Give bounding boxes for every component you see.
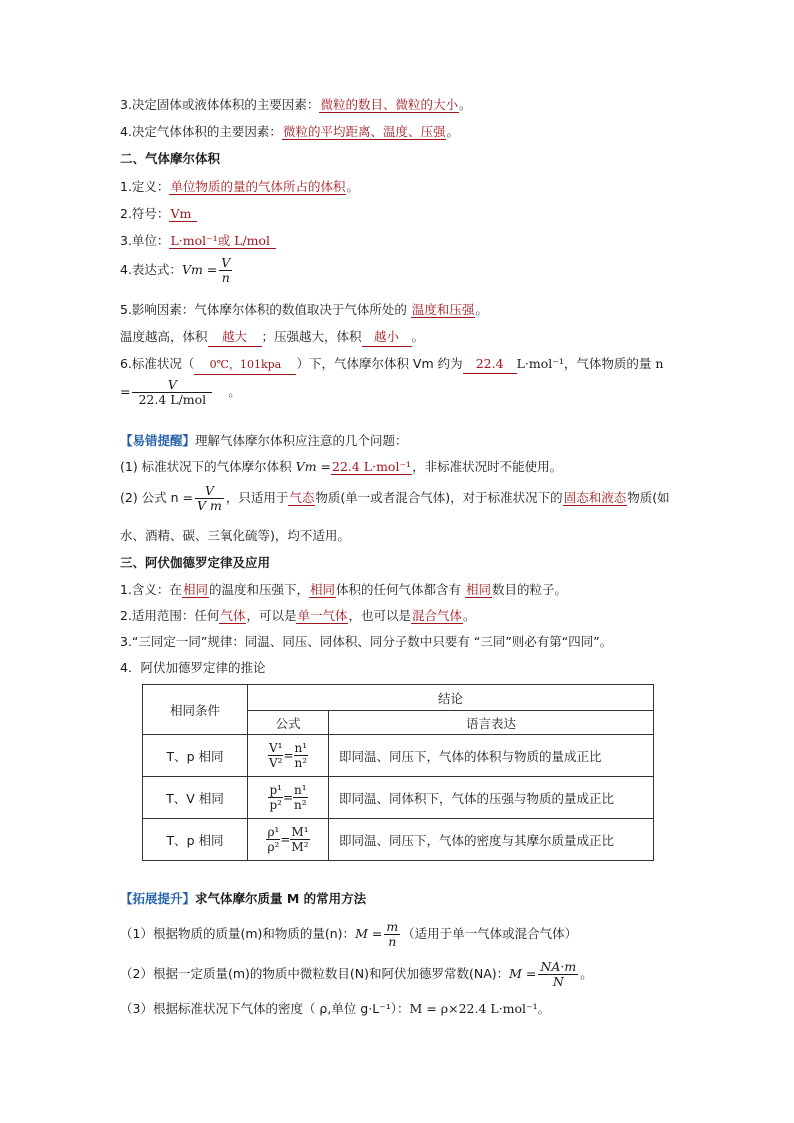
method-1-lhs: M = <box>355 926 383 941</box>
method-1-text: （1）根据物质的质量(m)和物质的量(n)： <box>120 926 356 941</box>
av1-answer-1: 相同 <box>182 582 208 597</box>
av1-text-c: 的温度和压强下， <box>208 582 309 597</box>
av2-answer-2: 单一气体 <box>297 608 348 623</box>
avogadro-1 <box>120 581 567 599</box>
tip-2-answer-gas: 气态 <box>289 490 315 505</box>
temp-answer-volume: 越大 <box>208 328 262 347</box>
symbol-answer: Vm <box>169 206 197 222</box>
temperature-pressure <box>120 328 424 347</box>
unit-label: 3.单位： <box>120 233 170 248</box>
header-condition: 相同条件 <box>143 685 248 735</box>
av1-answer-2: 相同 <box>309 582 335 597</box>
temp-suffix: 。 <box>411 329 425 344</box>
definition-answer: 单位物质的量的气体所占的体积 <box>170 179 346 194</box>
temp-text-c: ；压强越大，体积 <box>261 329 362 344</box>
temp-text-a: 温度越高，体积 <box>120 329 208 344</box>
expression <box>120 256 234 285</box>
tip-1-answer: 22.4 L·mol⁻¹ <box>332 459 412 474</box>
header-language: 语言表达 <box>329 711 654 735</box>
header-formula: 公式 <box>248 711 329 735</box>
point-3-answer: 微粒的数目、微粒的大小 <box>320 97 458 112</box>
av1-text-e: 体积的任何气体都含有 <box>335 582 461 597</box>
tip-text: 理解气体摩尔体积应注意的几个问题： <box>195 433 408 448</box>
header-conclusion: 结论 <box>248 685 654 711</box>
std-fraction-numerator: V <box>132 378 212 393</box>
influence-answer: 温度和压强 <box>411 302 475 317</box>
std-answer-condition: 0℃，101kpa <box>194 356 296 375</box>
method-1-fraction <box>384 920 400 949</box>
method-2-text: （2）根据一定质量(m)的物质中微粒数目(N)和阿伏加德罗常数(NA)： <box>120 966 510 981</box>
extension-heading <box>120 890 366 908</box>
definition-suffix: 。 <box>346 179 359 194</box>
avogadro-4: 4．阿伏加德罗定律的推论 <box>120 660 266 675</box>
point-4-suffix: 。 <box>446 124 459 139</box>
method-3-formula: M = ρ×22.4 L·mol⁻¹ <box>409 1001 538 1016</box>
method-3 <box>120 1000 550 1018</box>
method-2-fraction <box>538 960 578 989</box>
tip-1-formula: Vm = <box>295 459 331 474</box>
unit-answer: L·mol⁻¹或 L/mol <box>169 233 276 249</box>
avogadro-2 <box>120 607 476 625</box>
tip-heading <box>120 432 408 450</box>
influence-suffix: 。 <box>475 302 488 317</box>
formula-numerator-right: n¹ <box>294 741 308 755</box>
method-1-denominator: n <box>388 934 397 949</box>
tip-2-prefix: (2) 公式 n = <box>120 490 194 505</box>
expression-fraction <box>219 256 232 285</box>
method-2-suffix: 。 <box>580 966 593 981</box>
tip-2-denominator: V m <box>197 498 222 513</box>
expression-lhs: Vm = <box>181 262 218 277</box>
extension-text: 求气体摩尔质量 M 的常用方法 <box>195 891 367 906</box>
fraction-numerator: V <box>221 255 231 270</box>
std-text-c: ）下，气体摩尔体积 Vm 约为 <box>296 356 463 371</box>
influence-factors <box>120 301 488 319</box>
method-2 <box>120 960 593 989</box>
av2-answer-3: 混合气体 <box>412 608 463 623</box>
row-formula: $\frac{\text{ρ¹}}{\text{ρ²}}$ = $\frac{\text{M¹}}{\text{M²}}$ <box>248 819 329 861</box>
avogadro-inference-table <box>142 684 654 861</box>
tip-tag: 【易错提醒】 <box>120 433 196 448</box>
tip-2-text-f: 物质(如 <box>627 490 670 505</box>
av2-text-a: 2.适用范围：任何 <box>120 608 220 623</box>
unit <box>120 232 276 250</box>
method-2-numerator: NA·m <box>540 959 577 974</box>
av1-text-g: 数目的粒子。 <box>492 582 568 597</box>
section-3-heading: 三、阿伏伽德罗定律及应用 <box>120 555 271 570</box>
std-fraction-denominator: 22.4 L/mol <box>138 392 207 407</box>
std-answer-volume: 22.4 <box>463 355 517 374</box>
formula-denominator-left: V² <box>268 756 283 770</box>
formula-numerator-left: V¹ <box>268 741 283 755</box>
method-1 <box>120 920 577 949</box>
av2-text-g: 。 <box>463 608 476 623</box>
method-2-lhs: M = <box>509 966 537 981</box>
fraction-denominator: n <box>221 270 230 285</box>
formula-denominator-right: n² <box>294 756 308 770</box>
av2-answer-1: 气体 <box>220 608 246 623</box>
influence-text: 5.影响因素：气体摩尔体积的数值取决于气体所处的 <box>120 302 407 317</box>
std-text-e: L·mol⁻¹，气体物质的量 n <box>516 356 664 371</box>
tip-1-suffix: ，非标准状况时不能使用。 <box>412 459 563 474</box>
row-formula: $\frac{\text{p¹}}{\text{p²}}$ = $\frac{\text{n¹}}{\text{n²}}$ <box>248 777 329 819</box>
table-row <box>143 777 654 819</box>
method-1-numerator: m <box>386 919 399 934</box>
row-language: 即同温、同压下，气体的密度与其摩尔质量成正比 <box>329 819 654 861</box>
point-3-suffix: 。 <box>458 97 472 112</box>
tip-2-answer-solid-liquid: 固态和液态 <box>563 490 627 505</box>
definition <box>120 178 359 196</box>
formula-numerator-right: n¹ <box>294 783 307 797</box>
tip-2-text-d: 物质(单一或者混合气体)，对于标准状况下的 <box>315 490 563 505</box>
row-language: 即同温、同体积下，气体的压强与物质的量成正比 <box>329 777 654 819</box>
row-condition: T、V 相同 <box>143 777 248 819</box>
method-3-text: （3）根据标准状况下气体的密度（ ρ,单位 g·L⁻¹）： <box>120 1001 410 1016</box>
formula-denominator-right: M² <box>291 840 309 854</box>
point-4 <box>120 123 459 141</box>
av1-answer-3: 相同 <box>465 582 491 597</box>
formula-numerator-left: ρ¹ <box>267 825 280 839</box>
std-text-a: 6.标准状况（ <box>120 356 195 371</box>
standard-fraction <box>120 378 241 407</box>
avogadro-3: 3.“三同定一同”规律：同温、同压、同体积、同分子数中只要有 “三同”则必有第“四同”。 <box>120 634 613 649</box>
tip-2-fraction <box>195 484 224 513</box>
tip-1-text: (1) 标准状况下的气体摩尔体积 <box>120 459 292 474</box>
point-4-answer: 微粒的平均距离、温度、压强 <box>282 124 446 139</box>
point-3 <box>120 96 471 114</box>
formula-numerator-right: M¹ <box>291 825 309 839</box>
point-3-text: 3.决定固体或液体体积的主要因素： <box>120 97 320 112</box>
formula-denominator-left: p² <box>269 798 282 812</box>
pressure-answer-volume: 越小 <box>362 328 412 347</box>
tip-2-continued: 水、酒精、碳、三氧化硫等)，均不适用。 <box>120 528 350 543</box>
tip-2-numerator: V <box>195 484 224 499</box>
method-3-suffix: 。 <box>537 1001 551 1016</box>
row-condition: T、p 相同 <box>143 819 248 861</box>
row-language: 即同温、同压下，气体的体积与物质的量成正比 <box>329 735 654 777</box>
formula-numerator-left: p¹ <box>269 783 282 797</box>
row-formula: $\frac{\text{V¹}}{\text{V²}}$ = $\frac{\text{n¹}}{\text{n²}}$ <box>248 735 329 777</box>
av1-text-a: 1.含义：在 <box>120 582 182 597</box>
definition-label: 1.定义： <box>120 179 170 194</box>
tip-2 <box>120 484 670 513</box>
method-1-note: （适用于单一气体或混合气体） <box>402 926 578 941</box>
av2-text-c: ，可以是 <box>246 608 297 623</box>
tip-2-text-b: ，只适用于 <box>225 490 289 505</box>
formula-denominator-left: ρ² <box>267 840 280 854</box>
symbol <box>120 205 197 223</box>
symbol-label: 2.符号： <box>120 206 170 221</box>
section-2-heading: 二、气体摩尔体积 <box>120 151 221 166</box>
std-fraction <box>132 378 212 407</box>
row-condition: T、p 相同 <box>143 735 248 777</box>
point-4-text: 4.决定气体体积的主要因素： <box>120 124 282 139</box>
expression-label: 4.表达式： <box>120 262 182 277</box>
tip-1 <box>120 458 562 476</box>
table-row <box>143 735 654 777</box>
method-2-denominator: N <box>552 974 564 989</box>
extension-tag: 【拓展提升】 <box>120 891 196 906</box>
standard-condition <box>120 355 663 375</box>
av2-text-e: ，也可以是 <box>348 608 411 623</box>
std-fraction-suffix: 。 <box>228 384 241 399</box>
formula-denominator-right: n² <box>294 798 307 812</box>
std-eq-sign: = <box>120 384 131 399</box>
table-row <box>143 819 654 861</box>
